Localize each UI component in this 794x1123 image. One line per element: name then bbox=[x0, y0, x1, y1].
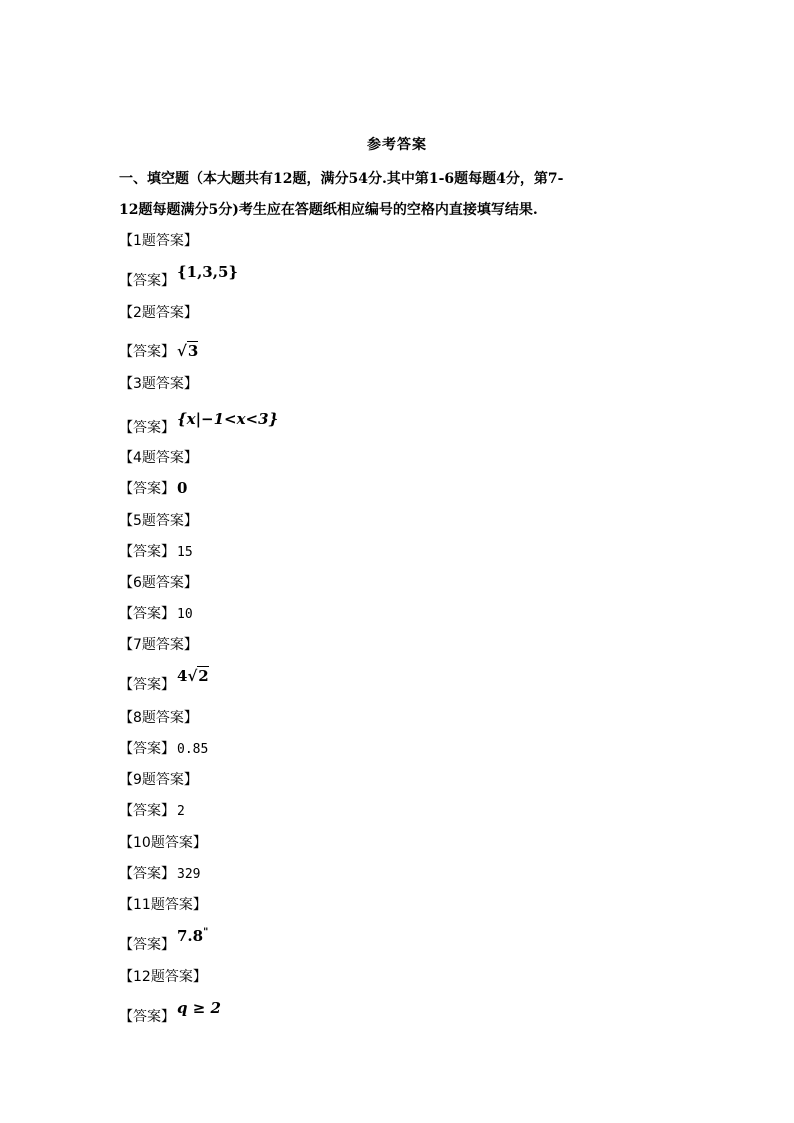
answer-value: 0 bbox=[177, 479, 188, 497]
section-heading-line-1: 一、填空题（本大题共有12题，满分54分.其中第1-6题每题4分，第7- bbox=[119, 171, 564, 187]
question-6-header: 【6题答案】 bbox=[119, 575, 198, 591]
answer-value: 10 bbox=[177, 607, 193, 622]
question-12-header: 【12题答案】 bbox=[119, 969, 207, 985]
question-5-answer bbox=[119, 541, 193, 561]
question-4-answer bbox=[119, 478, 187, 498]
radicand: 3 bbox=[187, 342, 199, 360]
page-title: 参考答案 bbox=[367, 137, 427, 153]
question-8-header: 【8题答案】 bbox=[119, 710, 198, 726]
question-10-header: 【10题答案】 bbox=[119, 835, 207, 851]
answer-superscript: " bbox=[203, 927, 209, 939]
question-11-header: 【11题答案】 bbox=[119, 897, 207, 913]
answer-value: 2 bbox=[177, 804, 185, 819]
answer-value: {1,3,5} bbox=[177, 263, 239, 281]
answer-value-sqrt bbox=[177, 342, 198, 360]
question-2-answer bbox=[119, 341, 198, 361]
question-7-header: 【7题答案】 bbox=[119, 637, 198, 653]
question-1-header: 【1题答案】 bbox=[119, 233, 198, 249]
answer-value: 329 bbox=[177, 867, 201, 882]
question-9-header: 【9题答案】 bbox=[119, 772, 198, 788]
question-9-answer bbox=[119, 800, 185, 820]
answer-value: {x|−1<x<3} bbox=[177, 410, 279, 428]
answer-label: 【答案】 bbox=[119, 937, 175, 953]
answer-value: 15 bbox=[177, 545, 193, 560]
question-12-answer bbox=[119, 999, 221, 1026]
answer-label: 【答案】 bbox=[119, 420, 175, 436]
radical-sign: √ bbox=[177, 342, 187, 360]
answer-label: 【答案】 bbox=[119, 866, 175, 882]
answer-label: 【答案】 bbox=[119, 344, 175, 360]
question-10-answer bbox=[119, 863, 200, 883]
answer-value-sqrt bbox=[187, 667, 208, 685]
question-2-header: 【2题答案】 bbox=[119, 305, 198, 321]
answer-value-coef: 4 bbox=[177, 667, 188, 685]
question-1-answer bbox=[119, 263, 239, 290]
question-4-header: 【4题答案】 bbox=[119, 450, 198, 466]
answer-label: 【答案】 bbox=[119, 544, 175, 560]
answer-label: 【答案】 bbox=[119, 1009, 175, 1025]
answer-label: 【答案】 bbox=[119, 741, 175, 757]
answer-label: 【答案】 bbox=[119, 606, 175, 622]
section-heading-line-2: 12题每题满分5分)考生应在答题纸相应编号的空格内直接填写结果. bbox=[119, 202, 538, 218]
radical-sign: √ bbox=[187, 667, 198, 685]
question-7-answer bbox=[119, 667, 209, 694]
question-5-header: 【5题答案】 bbox=[119, 513, 198, 529]
answer-value: 7.8 bbox=[177, 927, 204, 945]
answer-label: 【答案】 bbox=[119, 273, 175, 289]
radicand: 2 bbox=[198, 667, 209, 685]
answer-value: 0.85 bbox=[177, 742, 209, 757]
answer-label: 【答案】 bbox=[119, 481, 175, 497]
question-11-answer bbox=[119, 927, 209, 954]
answer-label: 【答案】 bbox=[119, 677, 175, 693]
question-8-answer bbox=[119, 738, 208, 758]
question-6-answer bbox=[119, 603, 193, 623]
question-3-answer bbox=[119, 410, 279, 437]
answer-label: 【答案】 bbox=[119, 803, 175, 819]
question-3-header: 【3题答案】 bbox=[119, 376, 198, 392]
answer-value: q ≥ 2 bbox=[177, 999, 221, 1017]
